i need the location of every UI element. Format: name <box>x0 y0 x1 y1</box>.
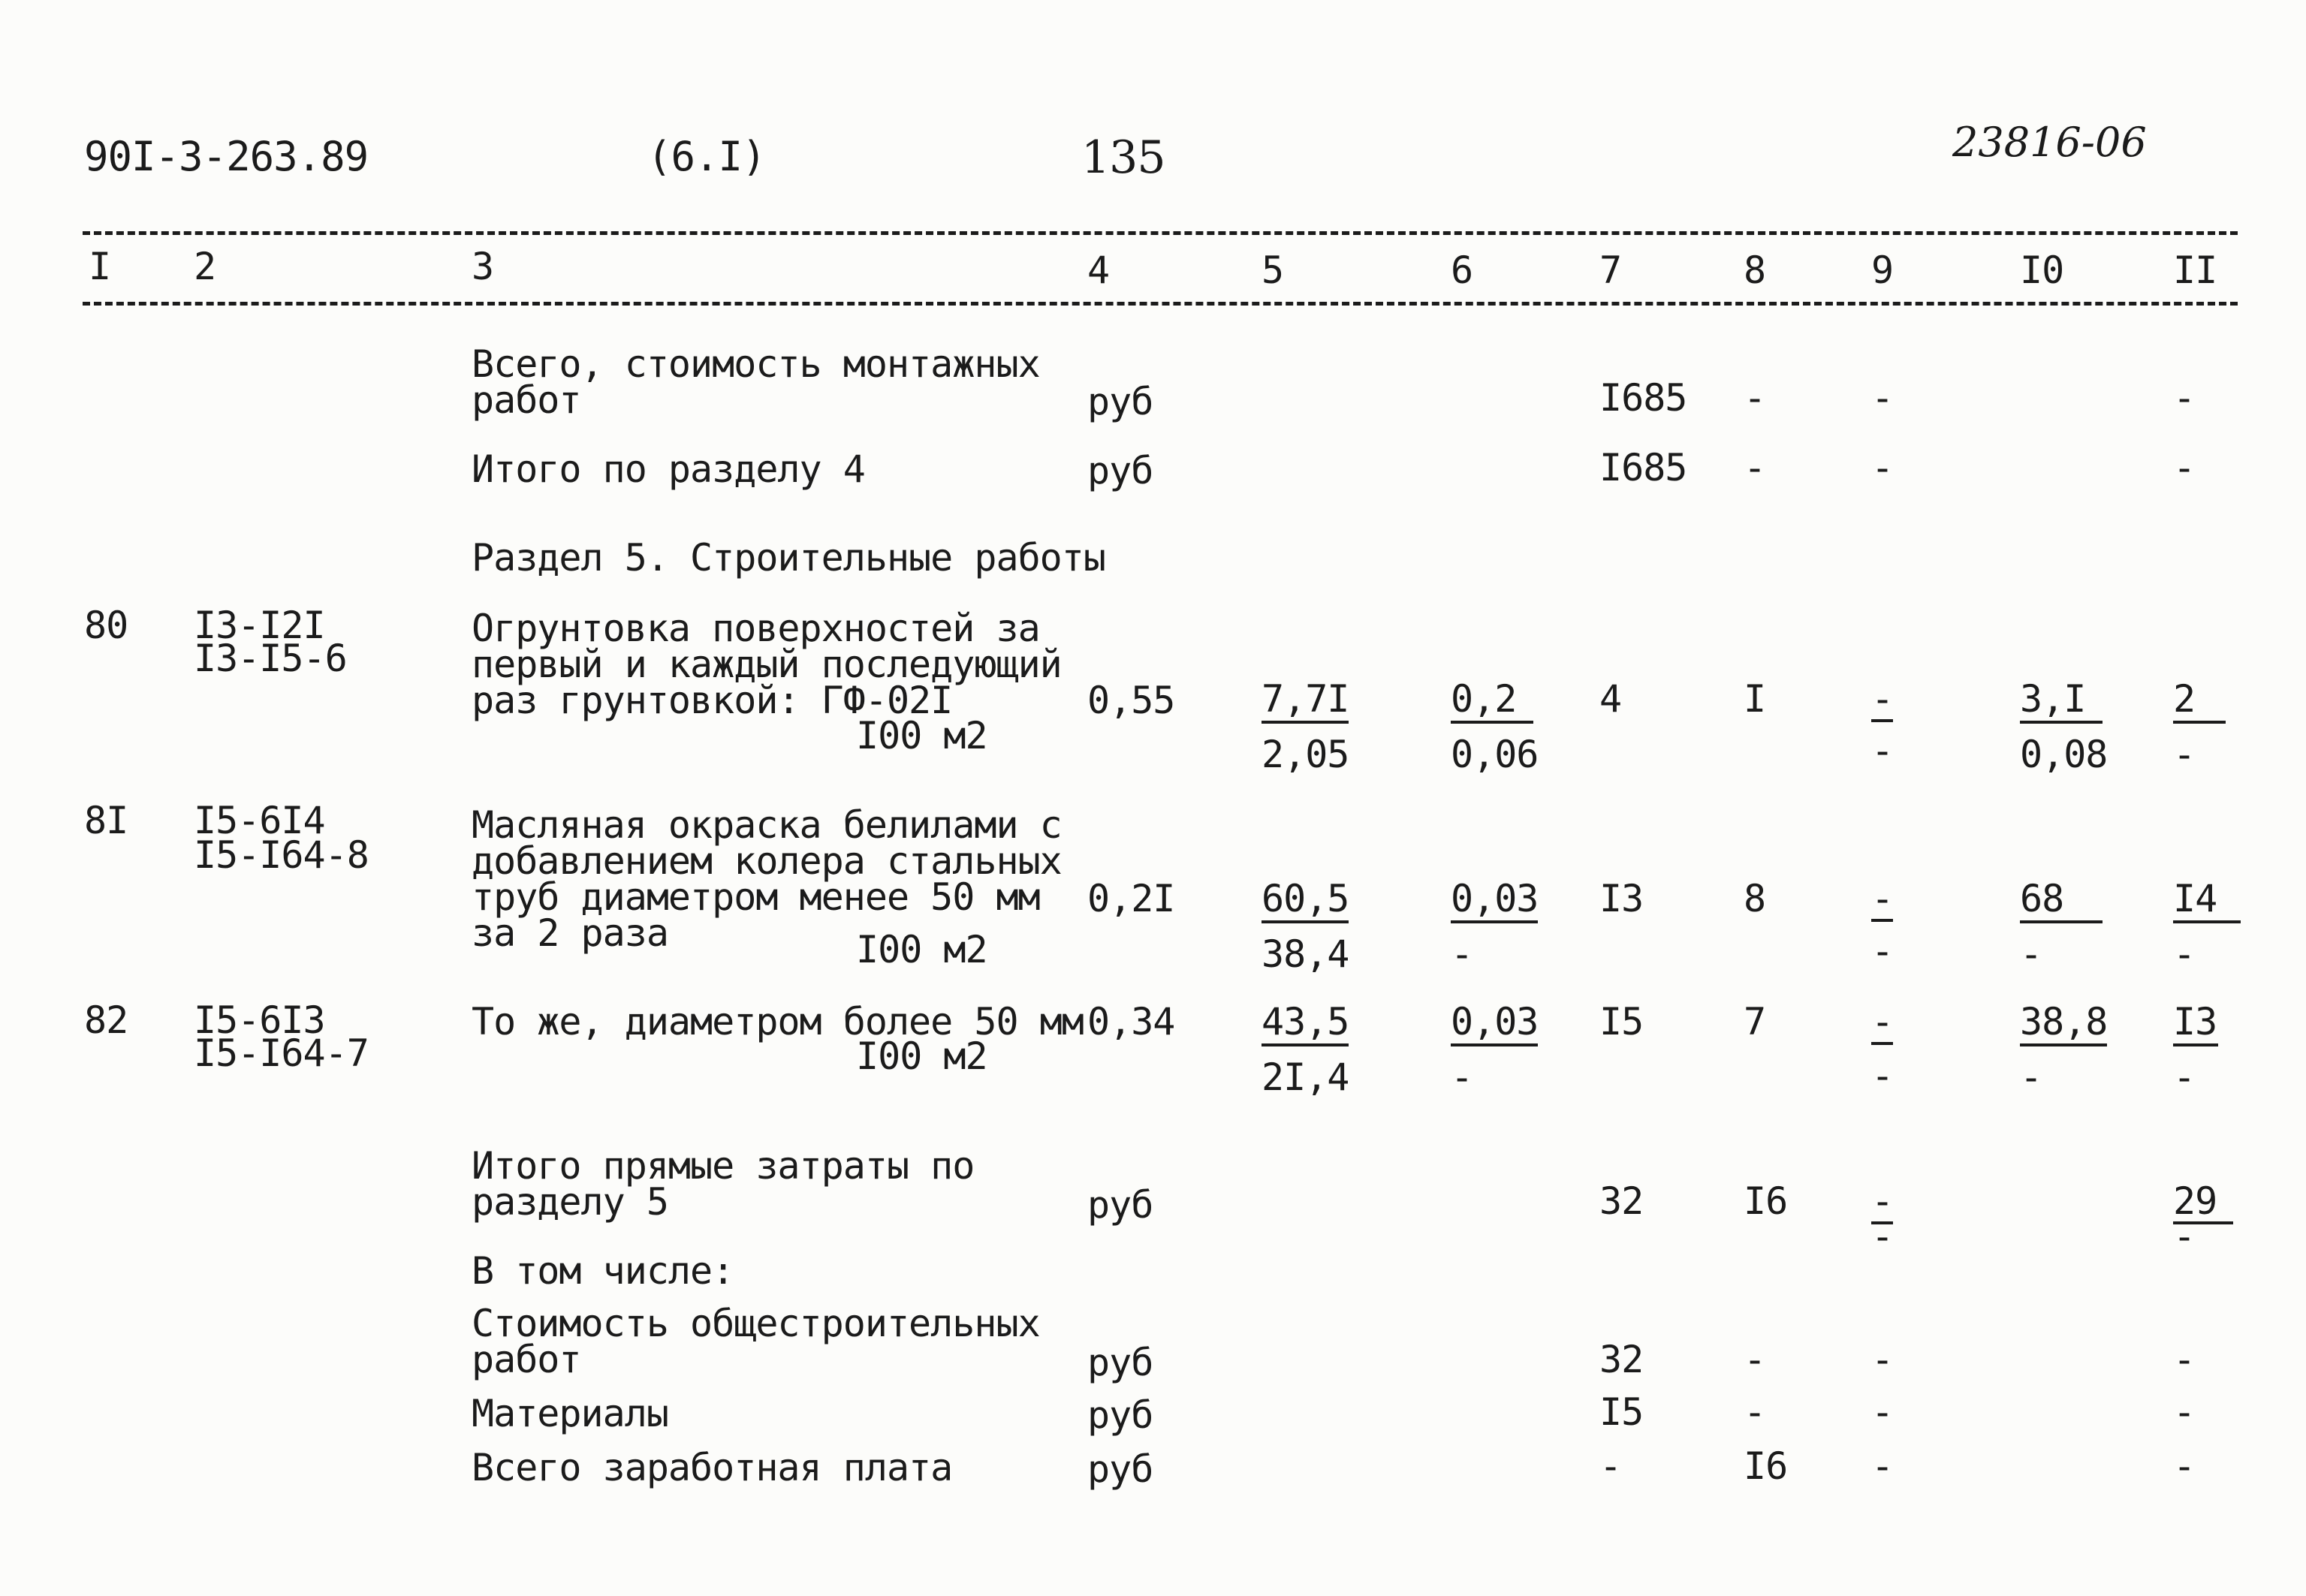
row-c10: $\frac{3,I}{0,08}$ <box>2020 677 2108 776</box>
row-c9: - <box>1871 1444 1894 1488</box>
row-c11: - <box>2173 1444 2196 1488</box>
row-desc: за 2 раза <box>472 911 668 955</box>
row-unit: руб <box>1087 1393 1153 1437</box>
row-c7: 32 <box>1599 1179 1644 1223</box>
col-header-5: 5 <box>1262 248 1284 292</box>
row-c7: 32 <box>1599 1338 1644 1381</box>
col-header-7: 7 <box>1599 248 1622 292</box>
row-desc: Стоимость общестроительных <box>472 1302 1040 1345</box>
row-desc: Всего заработная плата <box>472 1446 953 1489</box>
row-c5: $\frac{7,7I}{2,05}$ <box>1262 677 1349 776</box>
row-desc: Итого по разделу 4 <box>472 447 865 491</box>
row-c11: - <box>2173 376 2196 420</box>
row-c7: I5 <box>1599 1000 1644 1043</box>
row-code: I3-I5-6 <box>194 637 347 680</box>
row-c11: - <box>2173 446 2196 489</box>
row-number: 82 <box>84 998 128 1042</box>
row-c9-bottom: - <box>1871 729 1894 772</box>
row-number: 80 <box>84 604 128 647</box>
row-c6: 0,03 - <box>1451 877 1539 976</box>
row-qty: 0,55 <box>1087 679 1175 722</box>
row-c9: - <box>1871 1390 1894 1434</box>
row-c7: I5 <box>1599 1390 1644 1434</box>
header-rule-bottom <box>83 302 2238 306</box>
row-c8: 7 <box>1744 1000 1766 1043</box>
row-number: 8I <box>84 799 128 842</box>
row-unit: руб <box>1087 1341 1153 1384</box>
row-c6: $\frac{0,2}{0,06}$ <box>1451 677 1539 776</box>
row-desc: добавлением колера стальных <box>472 839 1062 883</box>
row-c7: I685 <box>1599 376 1687 420</box>
row-c11: - <box>2173 1338 2196 1381</box>
row-c7: I685 <box>1599 446 1687 489</box>
row-desc: первый и каждый последующий <box>472 643 1062 686</box>
row-unit: руб <box>1087 449 1153 492</box>
row-c8: 8 <box>1744 877 1766 920</box>
row-desc: Огрунтовка поверхностей за <box>472 607 1040 650</box>
row-c9-top: - <box>1871 1000 1894 1043</box>
row-c11: - <box>2173 1390 2196 1434</box>
row-c8: - <box>1744 446 1766 489</box>
row-c7: 4 <box>1599 677 1622 721</box>
row-code: I3-I2I <box>194 604 325 647</box>
row-desc: раз грунтовкой: ГФ-02I <box>472 679 953 722</box>
col-header-11: II <box>2173 248 2217 292</box>
row-qty: 0,34 <box>1087 1000 1175 1043</box>
row-desc: То же, диаметром более 50 мм <box>472 1000 1084 1043</box>
row-code: I5-I64-7 <box>194 1031 369 1075</box>
row-c9-top: - <box>1871 877 1894 920</box>
col-header-2: 2 <box>194 245 216 288</box>
section-title: Раздел 5. Строительные работы <box>472 536 1105 580</box>
row-desc: работ <box>472 378 581 422</box>
row-desc: труб диаметром менее 50 мм <box>472 875 1040 919</box>
row-c10: 38,8 - <box>2020 1000 2108 1099</box>
row-desc: Масляная окраска белилами с <box>472 803 1062 847</box>
row-unit: руб <box>1087 380 1153 423</box>
archive-stamp: 23816-06 <box>1952 119 2147 166</box>
row-c9-bottom: - <box>1871 1215 1894 1258</box>
row-c11-bottom: - <box>2173 1215 2196 1258</box>
row-desc: разделу 5 <box>472 1180 668 1224</box>
col-header-6: 6 <box>1451 248 1473 292</box>
row-c7: - <box>1599 1444 1622 1488</box>
row-unit-measure: I00 м2 <box>856 1034 987 1078</box>
section-code: (6.I) <box>647 133 766 180</box>
row-c6: 0,03 - <box>1451 1000 1539 1099</box>
col-header-8: 8 <box>1744 248 1766 292</box>
row-unit-measure: I00 м2 <box>856 714 987 757</box>
row-c10: 68 - <box>2020 880 2103 973</box>
header-rule-top <box>83 231 2238 235</box>
col-header-10: I0 <box>2020 248 2064 292</box>
row-code: I5-6I3 <box>194 998 325 1042</box>
row-unit-measure: I00 м2 <box>856 928 987 971</box>
row-c8: - <box>1744 1390 1766 1434</box>
row-desc: Материалы <box>472 1392 668 1435</box>
row-qty: 0,2I <box>1087 877 1175 920</box>
row-desc: Всего, стоимость монтажных <box>472 342 1040 386</box>
row-c8: - <box>1744 1338 1766 1381</box>
row-unit: руб <box>1087 1447 1153 1491</box>
col-header-9: 9 <box>1871 248 1894 292</box>
col-header-3: 3 <box>472 245 494 288</box>
row-c9: - <box>1871 1338 1894 1381</box>
row-c9-bottom: - <box>1871 929 1894 973</box>
col-header-4: 4 <box>1087 248 1110 292</box>
row-c5: $\frac{43,5}{2I,4}$ <box>1262 1000 1349 1099</box>
row-c8: - <box>1744 376 1766 420</box>
row-c11-top: 29 <box>2173 1182 2233 1224</box>
row-c7: I3 <box>1599 877 1644 920</box>
row-desc: работ <box>472 1338 581 1381</box>
row-c9: - <box>1871 376 1894 420</box>
row-c11: I3 - <box>2173 1000 2217 1099</box>
row-code: I5-6I4 <box>194 799 325 842</box>
col-header-1: I <box>89 245 111 288</box>
row-c11: I4 - <box>2173 880 2241 973</box>
row-c11: 2 - <box>2173 680 2226 773</box>
row-code: I5-I64-8 <box>194 833 369 877</box>
row-c8: I6 <box>1744 1444 1788 1488</box>
page-number: 135 <box>1081 131 1165 184</box>
doc-code: 90I-3-263.89 <box>84 133 369 180</box>
row-unit: руб <box>1087 1183 1153 1227</box>
row-c9: - <box>1871 446 1894 489</box>
row-c8: I <box>1744 677 1766 721</box>
row-desc: Итого прямые затраты по <box>472 1144 975 1188</box>
row-c5: $\frac{60,5}{38,4}$ <box>1262 877 1349 976</box>
including-label: В том числе: <box>472 1249 734 1293</box>
row-c9-bottom: - <box>1871 1054 1894 1098</box>
row-c9-top: - <box>1871 677 1894 721</box>
row-c8: I6 <box>1744 1179 1788 1223</box>
row-c9-top: - <box>1871 1179 1894 1223</box>
